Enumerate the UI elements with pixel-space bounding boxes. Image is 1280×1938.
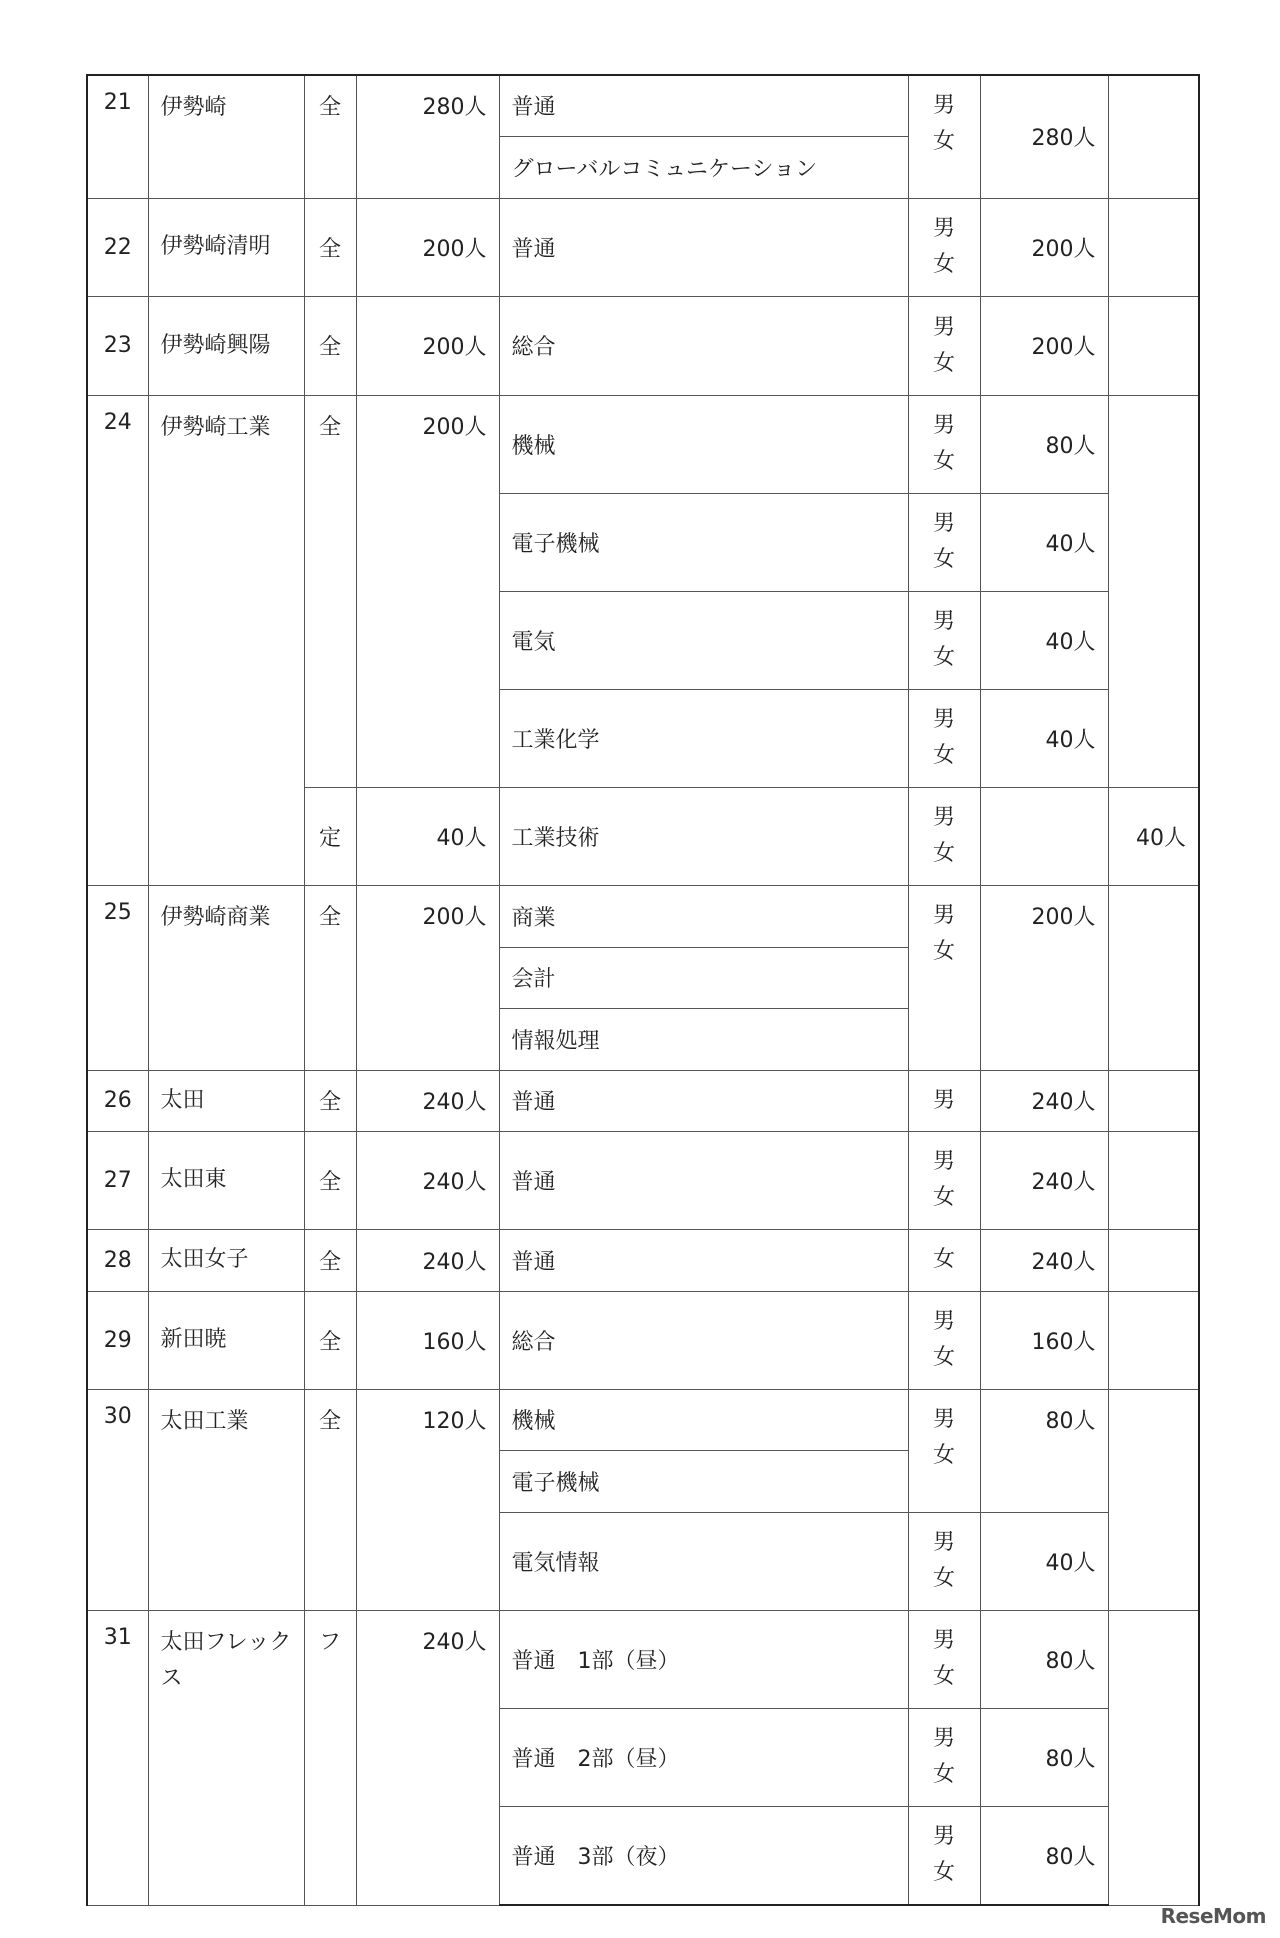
- extra-quota: [1108, 198, 1199, 296]
- capacity: 240人: [356, 1131, 499, 1229]
- gender: 男 女: [908, 493, 980, 591]
- school-name: 太田フレックス: [148, 1610, 304, 1905]
- table-row: [87, 1070, 1199, 1131]
- department: 普通: [499, 1070, 908, 1131]
- table-row: [87, 1291, 1199, 1389]
- quota: 160人: [980, 1291, 1108, 1389]
- extra-quota: [1108, 1610, 1199, 1905]
- course-type: 全: [304, 395, 356, 787]
- extra-quota: [1108, 1291, 1199, 1389]
- gender: 男 女: [908, 689, 980, 787]
- quota: 240人: [980, 1229, 1108, 1291]
- school-number: 25: [87, 885, 148, 1070]
- course-type: 全: [304, 1070, 356, 1131]
- capacity: 200人: [356, 885, 499, 1070]
- school-name: 太田東: [148, 1131, 304, 1229]
- capacity: 280人: [356, 75, 499, 198]
- table-row: [87, 1389, 1199, 1450]
- quota: 200人: [980, 885, 1108, 1070]
- school-number: 24: [87, 395, 148, 885]
- table-row: [87, 198, 1199, 296]
- department: 普通 3部（夜）: [499, 1806, 908, 1905]
- quota: 200人: [980, 296, 1108, 395]
- gender: 男 女: [908, 787, 980, 885]
- quota: 80人: [980, 1708, 1108, 1806]
- quota: 240人: [980, 1070, 1108, 1131]
- department: 普通 1部（昼）: [499, 1610, 908, 1708]
- extra-quota: [1108, 1229, 1199, 1291]
- gender: 男 女: [908, 1291, 980, 1389]
- school-number: 27: [87, 1131, 148, 1229]
- course-type: 定: [304, 787, 356, 885]
- quota: [980, 787, 1108, 885]
- course-type: 全: [304, 1229, 356, 1291]
- capacity: 200人: [356, 296, 499, 395]
- quota: 80人: [980, 1806, 1108, 1905]
- school-number: 31: [87, 1610, 148, 1905]
- school-name: 伊勢崎興陽: [148, 296, 304, 395]
- extra-quota: [1108, 296, 1199, 395]
- extra-quota: [1108, 1389, 1199, 1610]
- capacity: 200人: [356, 198, 499, 296]
- gender: 男: [908, 1070, 980, 1131]
- school-number: 30: [87, 1389, 148, 1610]
- capacity: 160人: [356, 1291, 499, 1389]
- department: 機械: [499, 1389, 908, 1450]
- course-type: 全: [304, 1131, 356, 1229]
- quota: 80人: [980, 1389, 1108, 1512]
- extra-quota: [1108, 75, 1199, 198]
- school-name: 伊勢崎商業: [148, 885, 304, 1070]
- department: 工業化学: [499, 689, 908, 787]
- gender: 男 女: [908, 1512, 980, 1610]
- school-number: 28: [87, 1229, 148, 1291]
- course-type: 全: [304, 296, 356, 395]
- school-name: 太田工業: [148, 1389, 304, 1610]
- department: 電子機械: [499, 1450, 908, 1512]
- gender: 男 女: [908, 1708, 980, 1806]
- quota: 80人: [980, 395, 1108, 493]
- extra-quota: [1108, 885, 1199, 1070]
- course-type: 全: [304, 1291, 356, 1389]
- extra-quota: [1108, 395, 1199, 787]
- department: 普通: [499, 1229, 908, 1291]
- gender: 男 女: [908, 198, 980, 296]
- department: 機械: [499, 395, 908, 493]
- department: 商業: [499, 885, 908, 947]
- school-name: 伊勢崎工業: [148, 395, 304, 885]
- department: 総合: [499, 1291, 908, 1389]
- school-number: 21: [87, 75, 148, 198]
- department: 会計: [499, 947, 908, 1008]
- gender: 女: [908, 1229, 980, 1291]
- school-name: 太田女子: [148, 1229, 304, 1291]
- extra-quota: [1108, 1131, 1199, 1229]
- gender: 男 女: [908, 1610, 980, 1708]
- department: 普通: [499, 1131, 908, 1229]
- gender: 男 女: [908, 75, 980, 198]
- table-row: [87, 1610, 1199, 1708]
- department: 情報処理: [499, 1008, 908, 1070]
- capacity: 200人: [356, 395, 499, 787]
- extra-quota: [1108, 1070, 1199, 1131]
- quota: 240人: [980, 1131, 1108, 1229]
- quota: 280人: [980, 75, 1108, 198]
- school-name: 伊勢崎: [148, 75, 304, 198]
- department: 電子機械: [499, 493, 908, 591]
- gender: 男 女: [908, 591, 980, 689]
- admission-quota-table: [86, 74, 1200, 1906]
- school-number: 22: [87, 198, 148, 296]
- gender: 男 女: [908, 395, 980, 493]
- course-type: 全: [304, 198, 356, 296]
- school-number: 23: [87, 296, 148, 395]
- quota: 40人: [980, 1512, 1108, 1610]
- quota: 40人: [980, 689, 1108, 787]
- school-name: 新田暁: [148, 1291, 304, 1389]
- capacity: 240人: [356, 1070, 499, 1131]
- course-type: フ: [304, 1610, 356, 1905]
- extra-quota: 40人: [1108, 787, 1199, 885]
- quota: 80人: [980, 1610, 1108, 1708]
- department: 普通: [499, 198, 908, 296]
- school-number: 26: [87, 1070, 148, 1131]
- table-row: [87, 1229, 1199, 1291]
- quota: 200人: [980, 198, 1108, 296]
- department: 総合: [499, 296, 908, 395]
- capacity: 120人: [356, 1389, 499, 1610]
- department: 普通: [499, 75, 908, 136]
- table-row: [87, 296, 1199, 395]
- table-row: [87, 75, 1199, 136]
- course-type: 全: [304, 885, 356, 1070]
- school-name: 伊勢崎清明: [148, 198, 304, 296]
- table-row: [87, 885, 1199, 947]
- department: 電気情報: [499, 1512, 908, 1610]
- department: 電気: [499, 591, 908, 689]
- capacity: 240人: [356, 1229, 499, 1291]
- gender: 男 女: [908, 1806, 980, 1905]
- gender: 男 女: [908, 1389, 980, 1512]
- quota: 40人: [980, 493, 1108, 591]
- department: 工業技術: [499, 787, 908, 885]
- table-row: [87, 1131, 1199, 1229]
- course-type: 全: [304, 1389, 356, 1610]
- school-number: 29: [87, 1291, 148, 1389]
- school-name: 太田: [148, 1070, 304, 1131]
- capacity: 40人: [356, 787, 499, 885]
- capacity: 240人: [356, 1610, 499, 1905]
- gender: 男 女: [908, 885, 980, 1070]
- brand-watermark: ReseMom: [1160, 1904, 1266, 1928]
- table-row: [87, 395, 1199, 493]
- department: グローバルコミュニケーション: [499, 136, 908, 198]
- course-type: 全: [304, 75, 356, 198]
- gender: 男 女: [908, 1131, 980, 1229]
- gender: 男 女: [908, 296, 980, 395]
- quota: 40人: [980, 591, 1108, 689]
- department: 普通 2部（昼）: [499, 1708, 908, 1806]
